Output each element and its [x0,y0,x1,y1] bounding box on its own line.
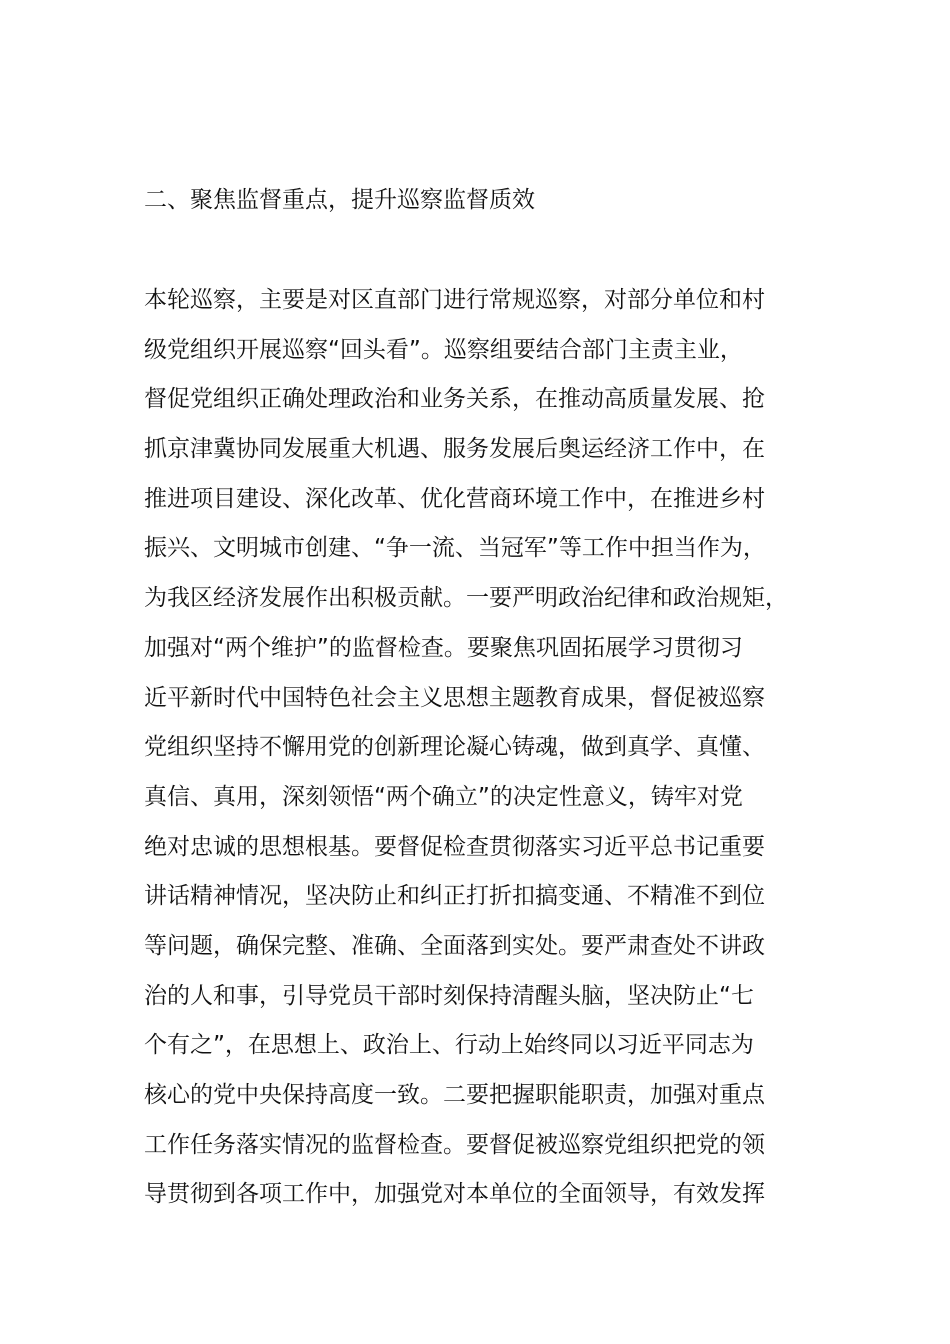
paragraph-line: 本轮巡察，主要是对区直部门进行常规巡察，对部分单位和村 [144,287,765,313]
paragraph-line: 级党组织开展巡察“回头看”。巡察组要结合部门主责主业， [144,336,743,363]
paragraph-line: 振兴、文明城市创建、“争一流、当冠军”等工作中担当作为， [144,535,766,562]
paragraph-line: 为我区经济发展作出积极贡献。一要严明政治纪律和政治规矩， [144,585,788,612]
paragraph-line: 加强对“两个维护”的监督检查。要聚焦巩固拓展学习贯彻习 [144,634,743,661]
paragraph-line: 工作任务落实情况的监督检查。要督促被巡察党组织把党的领 [144,1131,765,1158]
paragraph-line: 绝对忠诚的思想根基。要督促检查贯彻落实习近平总书记重要 [144,833,765,860]
paragraph-line: 真信、真用，深刻领悟“两个确立”的决定性意义，铸牢对党 [144,783,743,810]
paragraph-line: 督促党组织正确处理政治和业务关系，在推动高质量发展、抢 [144,386,765,413]
paragraph-line: 个有之”，在思想上、政治上、行动上始终同以习近平同志为 [144,1032,754,1059]
paragraph-line: 等问题，确保完整、准确、全面落到实处。要严肃查处不讲政 [144,932,765,959]
paragraph-line: 近平新时代中国特色社会主义思想主题教育成果，督促被巡察 [144,684,765,711]
paragraph-line: 推进项目建设、深化改革、优化营商环境工作中，在推进乡村 [144,485,765,512]
section-heading: 二、聚焦监督重点，提升巡察监督质效 [144,187,535,213]
paragraph-line: 治的人和事，引导党员干部时刻保持清醒头脑，坚决防止“七 [144,982,754,1009]
paragraph-line: 导贯彻到各项工作中，加强党对本单位的全面领导，有效发挥 [144,1181,765,1208]
paragraph-line: 讲话精神情况，坚决防止和纠正打折扣搞变通、不精准不到位 [144,883,765,910]
paragraph-line: 抓京津冀协同发展重大机遇、服务发展后奥运经济工作中，在 [144,436,765,463]
body-paragraph [144,280,824,1224]
paragraph-line: 核心的党中央保持高度一致。二要把握职能职责，加强对重点 [144,1082,765,1108]
paragraph-line: 党组织坚持不懈用党的创新理论凝心铸魂，做到真学、真懂、 [144,734,765,761]
